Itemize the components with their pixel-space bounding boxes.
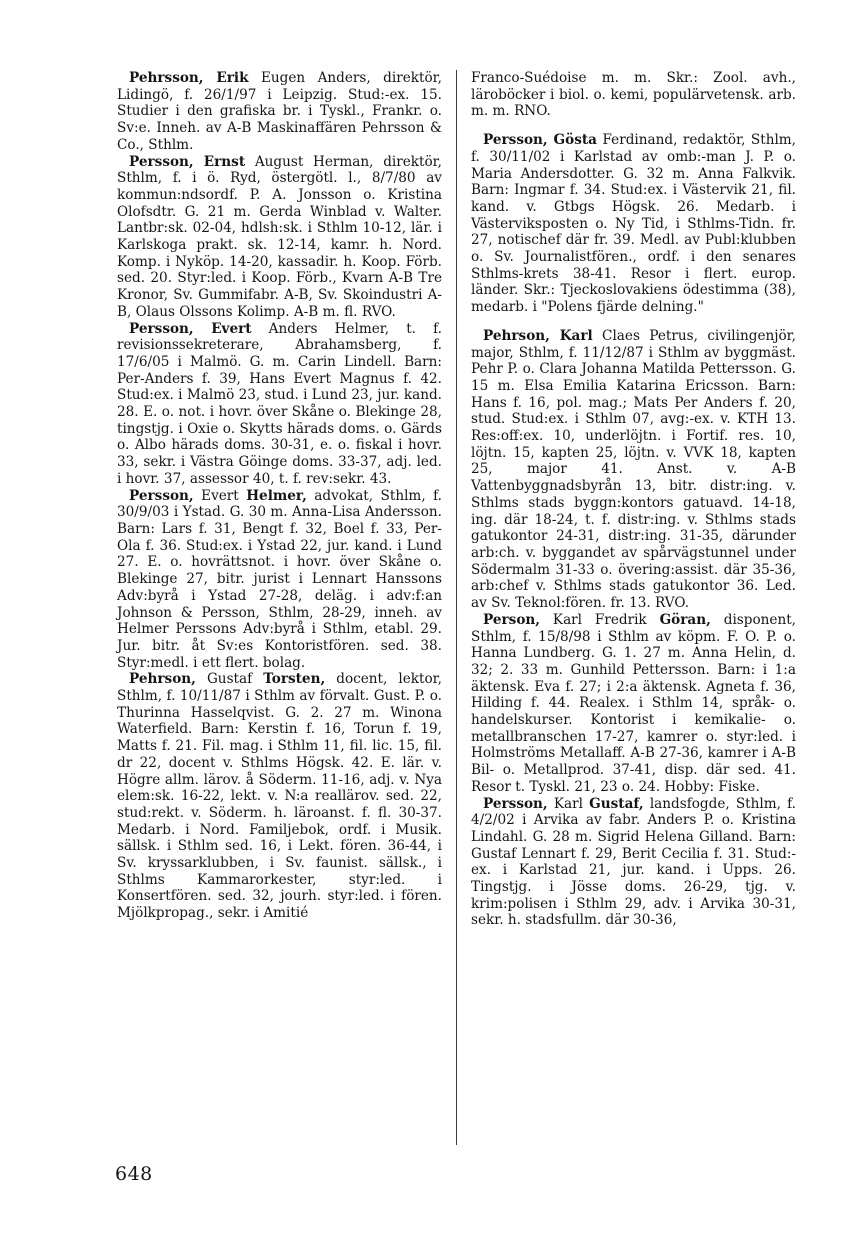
entry: Persson, Gösta Ferdinand, redaktör, Sthlm, f. 30/11/02 i Karlstad av omb:-man J. P. o. Maria Andersdotter. G. 32 m. Anna Falkvik. Barn: Ingmar f. 34. Stud:ex. i Västervik 21, fil. kand. v. Gtbgs Högsk. 26. Medarb. i Västerviksposten o. Ny Tid, i Sthlms-Tidn. fr. 27, notischef där fr. 39. Medl. av Publ:klubben o. Sv. Journalistfören., ordf. i den senares Sthlms-krets 38-41. Resor i flert. europ. länder. Skr.: Tjeckoslovakiens ödestimma (38), medarb. i "Polens fjärde delning." (471, 132, 797, 316)
entry-given-name: Helmer, (246, 487, 307, 504)
entry-given-name: Gustaf, (589, 795, 644, 812)
entry-headword: Pehrsson, Erik (129, 70, 249, 86)
entry: Persson, Karl Gustaf, landsfogde, Sthlm, f. 4/2/02 i Arvika av fabr. Anders P. o. Kristina Lindahl. G. 28 m. Sigrid Helena Gilland. Barn: Gustaf Lennart f. 29, Berit Cecilia f. 31. Stud:-ex. i Karlstad 21, jur. kand. i Upps. 26. Tingstjg. i Jösse doms. 26-29, tjg. v. krim:polisen i Sthlm 29, adv. i Arvika 30-31, sekr. h. stadsfullm. där 30-36, (471, 795, 797, 929)
entry-headword: Persson, Gösta (483, 132, 597, 149)
entry-headword: Pehrson, Karl (483, 327, 593, 344)
entry-continuation: Franco-Suédoise m. m. Skr.: Zool. avh., läroböcker i biol. o. kemi, populärvetensk. arb. m. m. RNO. (471, 70, 796, 120)
entry-given-name: Torsten, (263, 671, 326, 688)
entry: Pehrson, Gustaf Torsten, docent, lektor, Sthlm, f. 10/11/87 i Sthlm av förvalt. Gust. P. o. Thurinna Hasselqvist. G. 2. 27 m. Winona Waterfield. Barn: Kerstin f. 16, Torun f. 19, Matts f. 21. Fil. mag. i Sthlm 11, fil. lic. 15, fil. dr 22, docent v. Sthlms Högsk. 42. E. lär. v. Högre allm. lärov. å Söderm. 11-16, adj. v. Nya elem:sk. 16-22, lekt. v. N:a reallärov. sed. 22, stud:rekt. v. Söderm. h. läroanst. f. fl. 30-37. Medarb. i Nord. Familjebok, ordf. i Musik. sällsk. i Sthlm sed. 16, i Lekt. fören. 36-44, i Sv. kryssarklubben, i Sv. faunist. sällsk., i Sthlms Kammarorkester, styr:led. i Konsertfören. sed. 32, jourh. styr:led. i fören. Mjölkpropag., sekr. i Amitié (117, 671, 442, 922)
entry-given-name: Göran, (659, 611, 711, 628)
entry: Persson, Ernst August Herman, direktör, Sthlm, f. i ö. Ryd, östergötl. l., 8/7/80 av kommun:ndsordf. P. A. Jonsson o. Kristina Olofsdtr. G. 21 m. Gerda Winblad v. Walter. Lantbr:sk. 02-04, hdlsh:sk. i Sthlm 10-12, lär. i Karlskoga prakt. sk. 12-14, kamr. h. Nord. Komp. i Nyköp. 14-20, kassadir. h. Koop. Förb. sed. 20. Styr:led. i Koop. Förb., Kvarn A-B Tre Kronor, Sv. Gummifabr. A-B, Sv. Skoindustri A-B, Olaus Olssons Kolimp. A-B m. fl. RVO. (117, 153, 442, 320)
left-column (117, 70, 442, 922)
entry-headword: Persson, (129, 487, 194, 504)
column-divider (456, 70, 457, 1145)
entry-headword: Persson, Evert (129, 320, 252, 337)
entry: Persson, Evert Anders Helmer, t. f. revisionssekreterare, Abrahamsberg, f. 17/6/05 i Malmö. G. m. Carin Lindell. Barn: Per-Anders f. 39, Hans Evert Magnus f. 42. Stud:ex. i Malmö 23, stud. i Lund 23, jur. kand. 28. E. o. not. i hovr. över Skåne o. Blekinge 28, tingstjg. i Oxie o. Skytts härads doms. o. Gärds o. Albo härads doms. 30-31, e. o. fiskal i hovr. 33, sekr. i Västra Göinge doms. 33-37, adj. led. i hovr. 37, assessor 40, t. f. rev:sekr. 43. (117, 320, 442, 487)
entry: Pehrson, Karl Claes Petrus, civilingenjör, major, Sthlm, f. 11/12/87 i Sthlm av byggmäst. Pehr P. o. Clara Johanna Matilda Pettersson. G. 15 m. Elsa Emilia Katarina Ericsson. Barn: Hans f. 16, pol. mag.; Mats Per Anders f. 20, stud. Stud:ex. i Sthlm 07, avg:-ex. v. KTH 13. Res:off:ex. 10, underlöjtn. i Fortif. res. 10, löjtn. 15, kapten 25, löjtn. v. VVK 18, kapten 25, major 41. Anst. v. A-B Vattenbyggnadsbyrån 13, bitr. distr:ing. v. Sthlms stads byggn:kontors gatuavd. 14-18, ing. där 18-24, t. f. distr:ing. v. Sthlms stads gatukontor 24-31, distr:ing. 31-35, därunder arb:ch. v. byggandet av spårvägstunnel under Södermalm 31-33 o. övering:assist. där 35-36, arb:chef v. Sthlms stads gatukontor 36. Led. av Sv. Teknol:fören. fr. 13. RVO. (471, 327, 796, 612)
entry-headword: Persson, (483, 795, 548, 812)
entry-headword: Persson, Ernst (129, 153, 246, 170)
entry-headword: Person, (483, 611, 541, 628)
entry: Persson, Evert Helmer, advokat, Sthlm, f. 30/9/03 i Ystad. G. 30 m. Anna-Lisa Andersson. Barn: Lars f. 31, Bengt f. 32, Boel f. 33, Per-Ola f. 36. Stud:ex. i Ystad 22, jur. kand. i Lund 27. E. o. hovrättsnot. i hovr. över Skåne o. Blekinge 27, bitr. jurist i Lennart Hanssons Adv:byrå i Ystad 27-28, deläg. i adv:f:an Johnson & Persson, Sthlm, 28-29, inneh. av Helmer Perssons Adv:byrå i Sthlm, etabl. 29. Jur. bitr. åt Sv:es Kontoristfören. sed. 38. Styr:medl. i ett flert. bolag. (117, 487, 442, 671)
entry: Person, Karl Fredrik Göran, disponent, Sthlm, f. 15/8/98 i Sthlm av köpm. F. O. P. o. Hanna Lundberg. G. 1. 27 m. Anna Helin, d. 32; 2. 33 m. Gunhild Pettersson. Barn: i 1:a äktensk. Eva f. 27; i 2:a äktensk. Agneta f. 36, Hilding f. 44. Realex. i Sthlm 14, språk- o. handelskurser. Kontorist i kemikalie- o. metallbranschen 17-27, kamrer o. styr:led. i Holmströms Metallaff. A-B 27-36, kamrer i A-B Bil- o. Metallprod. 37-41, disp. där sed. 41. Resor t. Tyskl. 21, 23 o. 24. Hobby: Fiske. (471, 611, 796, 795)
right-column (471, 70, 796, 929)
entry: Pehrsson, Erik Eugen Anders, direktör, Lidingö, f. 26/1/97 i Leipzig. Stud:-ex. 15. Studier i den grafiska br. i Tyskl., Frankr. o. Sv:e. Inneh. av A-B Maskinaffären Pehrsson & Co., Sthlm. (117, 70, 442, 153)
page-number: 648 (115, 1163, 153, 1185)
entry-headword: Pehrson, (129, 671, 196, 688)
